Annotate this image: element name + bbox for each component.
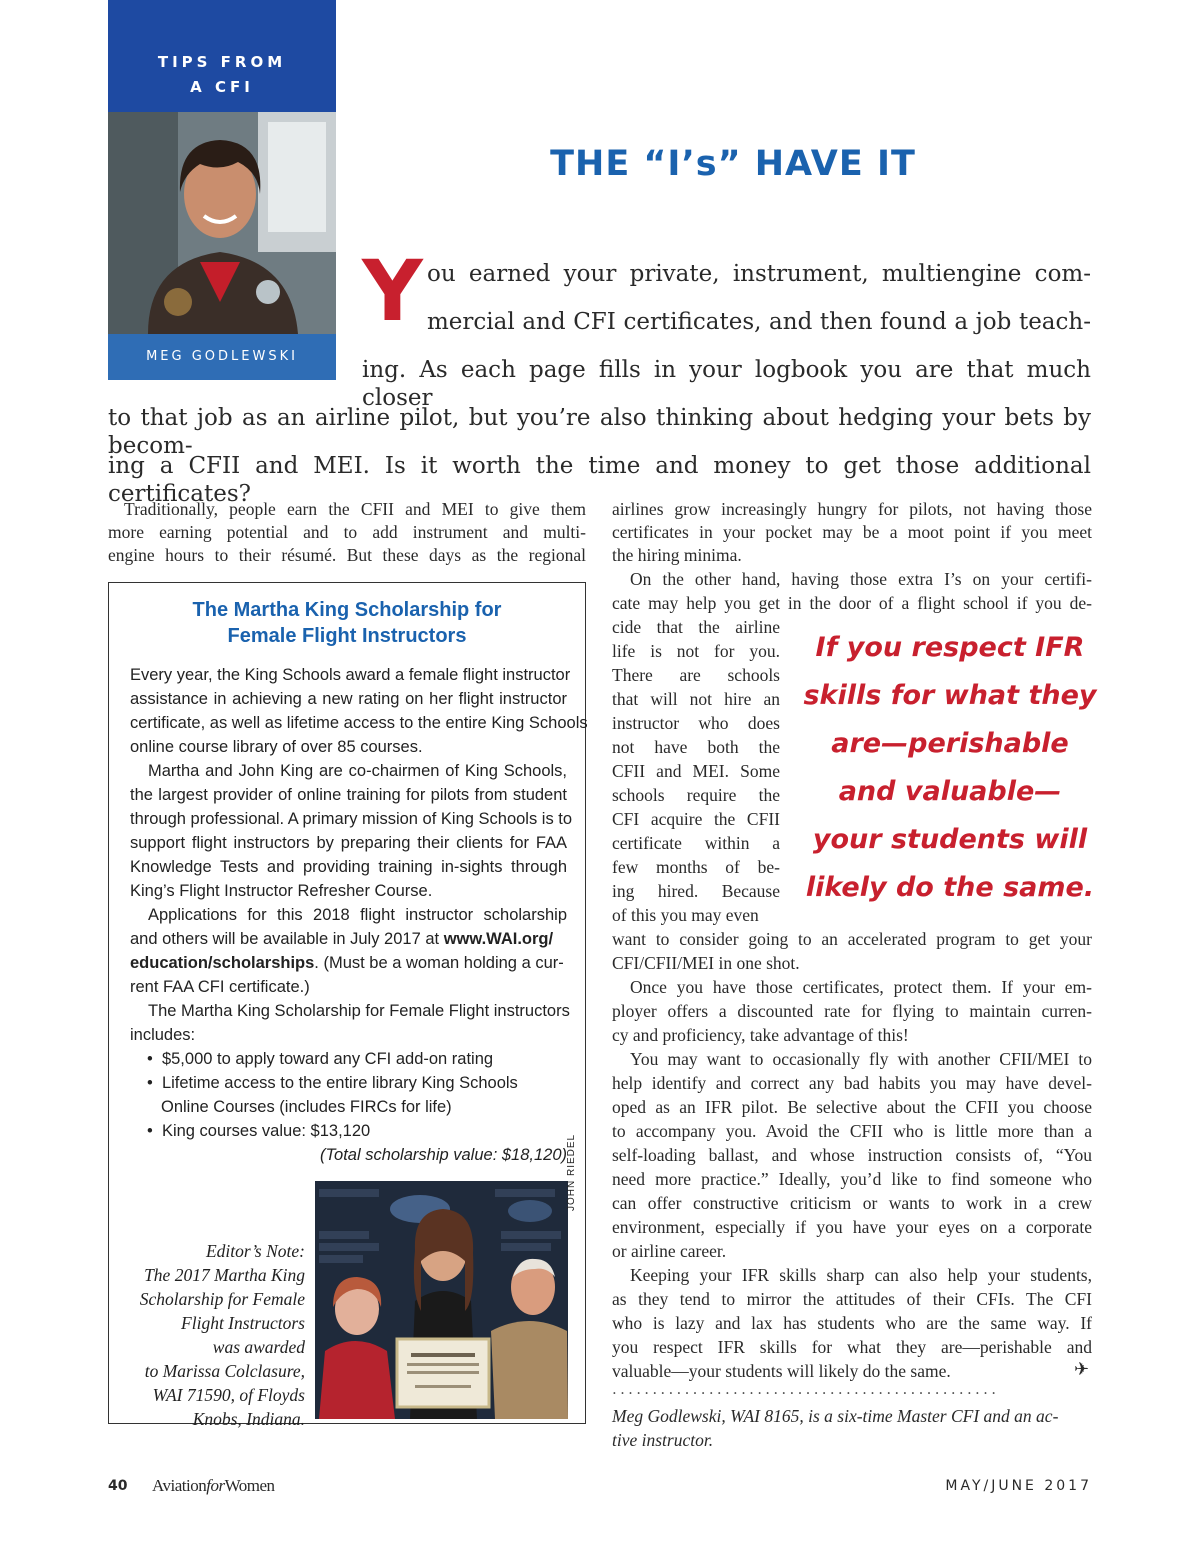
body-line: who is lazy and lax has students who are the same way. If bbox=[612, 1313, 1092, 1333]
sidebar-line: Applications for this 2018 flight instructor scholarship bbox=[148, 906, 567, 924]
body-line: as they tend to mirror the attitudes of their CFIs. The CFI bbox=[612, 1289, 1092, 1309]
editors-note-line: Knobs, Indiana. bbox=[192, 1409, 305, 1429]
body-line: engine hours to their résumé. But these days as the regional bbox=[108, 545, 586, 565]
column-label bbox=[108, 50, 336, 100]
body-line: few months of be- bbox=[612, 857, 780, 877]
body-line: of this you may even bbox=[612, 905, 759, 925]
body-line: that will not hire an bbox=[612, 689, 780, 709]
headline: THE “I’s” HAVE IT bbox=[550, 144, 916, 184]
magazine-name bbox=[152, 1476, 275, 1496]
body-line: self-loading ballast, and whose instruction consists of, “You bbox=[612, 1145, 1092, 1165]
sidebar-line: Knowledge Tests and providing training in-sights through bbox=[130, 858, 567, 876]
sidebar-line: Martha and John King are co-chairmen of King Schools, bbox=[148, 762, 567, 780]
author-bio-line: Meg Godlewski, WAI 8165, is a six-time Master CFI and an ac- bbox=[612, 1406, 1059, 1426]
sidebar-line: the largest provider of online training for pilots from student bbox=[130, 786, 567, 804]
bullet-item: • King courses value: $13,120 bbox=[147, 1122, 371, 1140]
page-number: 40 bbox=[108, 1478, 128, 1494]
body-line: Keeping your IFR skills sharp can also help your students, bbox=[630, 1265, 1092, 1285]
body-line: schools require the bbox=[612, 785, 780, 805]
editors-note-line: WAI 71590, of Floyds bbox=[152, 1385, 305, 1405]
author-bio-line: tive instructor. bbox=[612, 1430, 714, 1450]
body-line: Traditionally, people earn the CFII and MEI to give them bbox=[124, 499, 586, 519]
pull-quote-line: likely do the same. bbox=[805, 872, 1095, 903]
bullet-text: Lifetime access to the entire library King Schools bbox=[161, 1074, 518, 1092]
sidebar-text: . (Must be a woman holding a cur- bbox=[314, 954, 564, 972]
pull-quote-line: skills for what they bbox=[803, 680, 1097, 711]
body-line: or airline career. bbox=[612, 1241, 727, 1261]
photo-credit: JOHN RIEDEL bbox=[566, 1133, 577, 1211]
award-photo bbox=[315, 1181, 568, 1419]
pull-quote-line: and valuable— bbox=[838, 776, 1062, 807]
body-line: can offer constructive criticism or wants to work in a crew bbox=[612, 1193, 1092, 1213]
pull-quote-line: your students will bbox=[812, 824, 1088, 855]
scholarship-url-path[interactable]: education/scholarships bbox=[130, 954, 315, 972]
body-line: There are schools bbox=[612, 665, 780, 685]
sidebar-line: assistance in achieving a new rating on her flight instructor bbox=[130, 690, 567, 708]
body-line: CFI/CFII/MEI in one shot. bbox=[612, 953, 800, 973]
total-value: (Total scholarship value: $18,120) bbox=[319, 1146, 567, 1164]
intro-line: to that job as an airline pilot, but you’re also thinking about hedging your bets by becom- bbox=[108, 405, 1091, 459]
sidebar-line: support flight instructors by preparing their clients for FAA bbox=[130, 834, 567, 852]
sidebar-line: The Martha King Scholarship for Female Flight instructors bbox=[148, 1002, 570, 1020]
body-line: cate may help you get in the door of a flight school if you de- bbox=[612, 593, 1092, 613]
body-line: On the other hand, having those extra I’s on your certifi- bbox=[630, 569, 1092, 589]
sidebar-title-line2: Female Flight Instructors bbox=[227, 625, 467, 647]
intro-line: ing a CFII and MEI. Is it worth the time and money to get those additional certificates? bbox=[108, 453, 1091, 507]
magazine-name-part: Aviation bbox=[152, 1476, 207, 1495]
body-line: certificate within a bbox=[612, 833, 780, 853]
intro-line: ou earned your private, instrument, multiengine com- bbox=[427, 261, 1091, 287]
body-line: to accompany you. Avoid the CFII who is little more than a bbox=[612, 1121, 1092, 1141]
body-line: need more practice.” Ideally, you’d like to find someone who bbox=[612, 1169, 1092, 1189]
sidebar-line: certificate, as well as lifetime access to the entire King Schools bbox=[130, 714, 588, 732]
intro-line: ing. As each page fills in your logbook you are that much closer bbox=[362, 357, 1091, 411]
bullet-text: $5,000 to apply toward any CFI add-on rating bbox=[161, 1050, 494, 1068]
intro-line: mercial and CFI certificates, and then found a job teach- bbox=[427, 309, 1091, 335]
body-line: environment, especially if you have your eyes on a corporate bbox=[612, 1217, 1092, 1237]
scholarship-url[interactable]: www.WAI.org/ bbox=[443, 930, 554, 948]
issue-date: MAY/JUNE 2017 bbox=[945, 1478, 1092, 1494]
scholarship-sidebar bbox=[108, 582, 588, 1429]
sidebar-line: rent FAA CFI certificate.) bbox=[130, 978, 310, 996]
sidebar-line bbox=[130, 951, 564, 975]
columnist-box bbox=[108, 0, 336, 380]
body-line: ing hired. Because bbox=[612, 881, 780, 901]
pull-quote-line: If you respect IFR bbox=[815, 632, 1085, 663]
body-line: airlines grow increasingly hungry for pilots, not having those bbox=[612, 499, 1092, 519]
bullet-item: • Lifetime access to the entire library King Schools bbox=[147, 1074, 518, 1092]
pull-quote-line: are—perishable bbox=[831, 728, 1069, 759]
body-line: not have both the bbox=[612, 737, 780, 757]
sidebar-line: Every year, the King Schools award a female flight instructor bbox=[130, 666, 571, 684]
magazine-name-part: for bbox=[206, 1476, 225, 1495]
body-line: You may want to occasionally fly with another CFII/MEI to bbox=[630, 1049, 1092, 1069]
author-name: MEG GODLEWSKI bbox=[146, 349, 298, 364]
magazine-name-part: Women bbox=[224, 1476, 275, 1495]
body-line: CFI acquire the CFII bbox=[612, 809, 780, 829]
body-line: help identify and correct any bad habits you may have devel- bbox=[612, 1073, 1092, 1093]
editors-note-line: Scholarship for Female bbox=[139, 1289, 305, 1309]
bullet-continuation: Online Courses (includes FIRCs for life) bbox=[161, 1098, 452, 1116]
body-line: oped as an IFR pilot. Be selective about the CFII you choose bbox=[612, 1097, 1092, 1117]
sidebar-title bbox=[109, 597, 585, 649]
body-line: life is not for you. bbox=[612, 641, 780, 661]
bullet-text: King courses value: $13,120 bbox=[161, 1122, 371, 1140]
sidebar-title-line1: The Martha King Scholarship for bbox=[192, 599, 502, 621]
plane-end-icon: ✈ bbox=[1074, 1359, 1090, 1379]
body-line: you respect IFR skills for what they are—perishable and bbox=[612, 1337, 1092, 1357]
body-line: valuable—your students will likely do the same. bbox=[612, 1361, 951, 1381]
body-line: more earning potential and to add instrument and multi- bbox=[108, 522, 586, 542]
editors-note-line: Flight Instructors bbox=[181, 1313, 305, 1333]
drop-cap: Y bbox=[362, 242, 423, 340]
sidebar-text: and others will be available in July 2017 at bbox=[130, 930, 440, 948]
sidebar-line: online course library of over 85 courses. bbox=[130, 738, 423, 756]
body-line: want to consider going to an accelerated program to get your bbox=[612, 929, 1092, 949]
editors-note-line: Editor’s Note: bbox=[205, 1241, 305, 1261]
column-label-line1: TIPS FROM bbox=[157, 53, 287, 71]
sidebar-line: through professional. A primary mission of King Schools is to bbox=[130, 810, 573, 828]
editors-note-line: The 2017 Martha King bbox=[144, 1265, 305, 1285]
body-line: certificates in your pocket may be a moot point if you meet bbox=[612, 522, 1092, 542]
body-line: CFII and MEI. Some bbox=[612, 761, 780, 781]
sidebar-line: includes: bbox=[130, 1026, 196, 1044]
body-line: cide that the airline bbox=[612, 617, 780, 637]
editors-note-line: was awarded bbox=[212, 1337, 305, 1357]
author-photo bbox=[108, 112, 336, 334]
editors-note-line: to Marissa Colclasure, bbox=[144, 1361, 305, 1381]
dotted-divider: ................................................ bbox=[612, 1380, 1000, 1398]
body-line: instructor who does bbox=[612, 713, 780, 733]
body-line: cy and proficiency, take advantage of this! bbox=[612, 1025, 909, 1045]
body-line: Once you have those certificates, protect them. If your em- bbox=[630, 977, 1092, 997]
body-line: the hiring minima. bbox=[612, 545, 742, 565]
body-line: ployer offers a discounted rate for flying to maintain curren- bbox=[612, 1001, 1092, 1021]
column-label-line2: A CFI bbox=[190, 78, 254, 96]
sidebar-line: King’s Flight Instructor Refresher Course. bbox=[130, 882, 433, 900]
bullet-item: • $5,000 to apply toward any CFI add-on rating bbox=[147, 1050, 494, 1068]
sidebar-line bbox=[130, 927, 567, 951]
